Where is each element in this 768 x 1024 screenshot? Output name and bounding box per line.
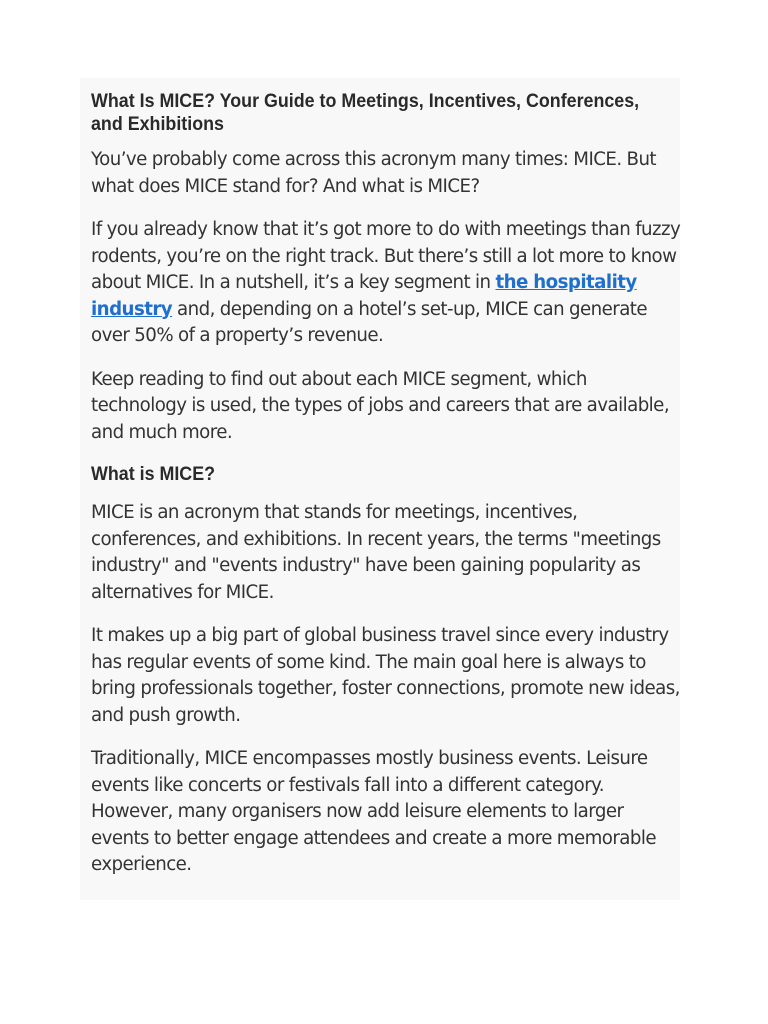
section-paragraph-1: MICE is an acronym that stands for meetings, incentives, conferences, and exhibitions. In recent years, the terms "meetings industry" and "events industry" have been gaining popularity as alternatives for MICE. [91,502,661,603]
section-heading: What is MICE? [91,464,216,485]
section-paragraph-2: It makes up a big part of global business travel since every industry has regular events of some kind. The main goal here is always to bring professionals together, foster connections, promote new ideas, and push growth. [91,625,680,726]
intro-paragraph-1: You’ve probably come across this acronym many times: MICE. But what does MICE stand for? And what is MICE? [91,149,657,197]
intro-paragraph-2-text-b: and, depending on a hotel’s set-up, MICE can generate over 50% of a property’s revenue. [91,298,648,346]
hospitality-industry-link[interactable]: the hospitality industry [91,272,637,320]
article-body [91,90,681,896]
intro-paragraph-3: Keep reading to find out about each MICE segment, which technology is used, the types of jobs and careers that are available, and much more. [91,368,670,443]
article-title: What Is MICE? Your Guide to Meetings, Incentives, Conferences, and Exhibitions [91,91,640,135]
intro-paragraph-2 [91,217,681,350]
intro-paragraph-2-text-a: If you already know that it’s got more to do with meetings than fuzzy rodents, you’re on the right track. But there’s still a lot more to know about MICE. In a nutshell, it’s a key segment in [91,219,681,293]
section-paragraph-3: Traditionally, MICE encompasses mostly business events. Leisure events like concerts or festivals fall into a different category. However, many organisers now add leisure elements to larger events to better engage attendees and create a more memorable experience. [91,748,657,875]
